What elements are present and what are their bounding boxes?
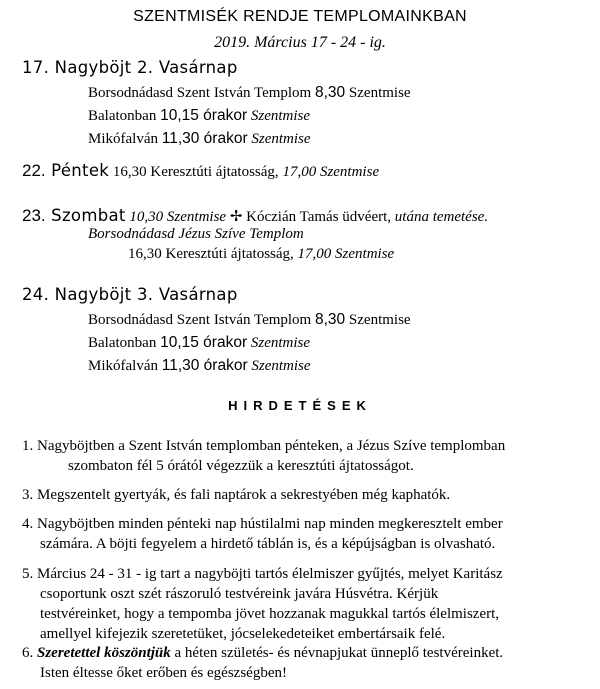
time: 10,15 órakor xyxy=(160,334,248,351)
mass: Szentmise xyxy=(247,335,311,351)
devotion: 16,30 Keresztúti ájtatosság, xyxy=(109,164,283,180)
day24-line-1 xyxy=(88,311,411,329)
day-heading-17: 17. Nagyböjt 2. Vasárnap xyxy=(22,58,238,77)
devotion: 16,30 Keresztúti ájtatosság, xyxy=(128,246,298,262)
announcements-heading: HIRDETÉSEK xyxy=(228,398,372,413)
mass: Szentmise xyxy=(247,358,311,374)
announcement-5-line-1: 5. Március 24 - 31 - ig tart a nagyböjti tartós élelmiszer gyűjtés, melyet Karitász xyxy=(22,566,503,582)
day24-line-2 xyxy=(88,334,310,352)
time: 11,30 órakor xyxy=(161,357,248,374)
place: Mikófalván xyxy=(88,358,162,374)
item-number: 6. xyxy=(22,645,37,661)
page-title: SZENTMISÉK RENDJE TEMPLOMAINKBAN xyxy=(133,8,467,25)
announcement-5-line-3: testvéreinket, hogy a tempomba jövet hozzanak magukkal tartós élelmiszert, xyxy=(40,606,500,622)
funeral: utána temetése. xyxy=(394,209,489,225)
announcement-1-line-2: szombaton fél 5 órától végezzük a keresztúti ájtatosságot. xyxy=(68,458,414,474)
day23-line xyxy=(22,206,488,226)
announcement-3-line-1: 3. Megszentelt gyertyák, és fali naptárok a sekrestyében még kaphatók. xyxy=(22,487,451,503)
time: 10,15 órakor xyxy=(160,107,248,124)
day17-line-2 xyxy=(88,107,310,125)
time: 11,30 órakor xyxy=(161,130,248,147)
place: Balatonban xyxy=(88,335,161,351)
day23-evening xyxy=(128,246,394,263)
announcement-6-line-2: Isten éltesse őket erőben és egészségben! xyxy=(40,665,287,681)
mass: Szentmise xyxy=(247,108,311,124)
place: Mikófalván xyxy=(88,131,162,147)
intention: Kóczián Tamás üdvéert, xyxy=(242,209,395,225)
day-number: 23. xyxy=(22,206,46,225)
mass: Szentmise xyxy=(345,85,411,101)
time: 8,30 xyxy=(314,311,346,328)
day-heading-24: 24. Nagyböjt 3. Vasárnap xyxy=(22,285,238,304)
day22-line xyxy=(22,161,379,181)
announcement-1-line-1: 1. Nagyböjtben a Szent István templomban pénteken, a Jézus Szíve templomban xyxy=(22,438,506,454)
mass: 17,00 Szentmise xyxy=(297,246,395,262)
place: Balatonban xyxy=(88,108,161,124)
announcement-5-line-2: csoportunk oszt szét rászoruló testvéreink javára Húsvétra. Kérjük xyxy=(40,586,439,602)
place: Borsodnádasd Szent István Templom xyxy=(88,312,315,328)
greeting: Szeretettel köszöntjük xyxy=(37,645,171,661)
greeting-rest: a héten születés- és névnapjukat ünneplő testvéreinket. xyxy=(170,645,504,661)
day-name: Péntek xyxy=(45,161,110,180)
day23-church: Borsodnádasd Jézus Szíve Templom xyxy=(88,226,304,242)
mass: 10,30 Szentmise xyxy=(125,209,230,225)
mass: 17,00 Szentmise xyxy=(282,164,380,180)
cross-icon: ✢ xyxy=(229,209,243,225)
place: Borsodnádasd Szent István Templom xyxy=(88,85,315,101)
day24-line-3 xyxy=(88,357,311,375)
mass: Szentmise xyxy=(247,131,311,147)
time: 8,30 xyxy=(314,84,346,101)
date-range: 2019. Március 17 - 24 - ig. xyxy=(214,34,386,51)
day-name: Szombat xyxy=(45,206,126,225)
announcement-6-line-1 xyxy=(22,645,503,662)
announcement-4-line-2: számára. A böjti fegyelem a hirdető táblán is, és a képújságban is olvasható. xyxy=(40,536,496,552)
day17-line-3 xyxy=(88,130,311,148)
announcement-4-line-1: 4. Nagyböjtben minden pénteki nap hústilalmi nap minden megkeresztelt ember xyxy=(22,516,503,532)
mass: Szentmise xyxy=(345,312,411,328)
day17-line-1 xyxy=(88,84,411,102)
announcement-5-line-4: amellyel kifejezik szeretetüket, jócselekedeteiket embertársaik felé. xyxy=(40,626,446,642)
day-number: 22. xyxy=(22,161,46,180)
